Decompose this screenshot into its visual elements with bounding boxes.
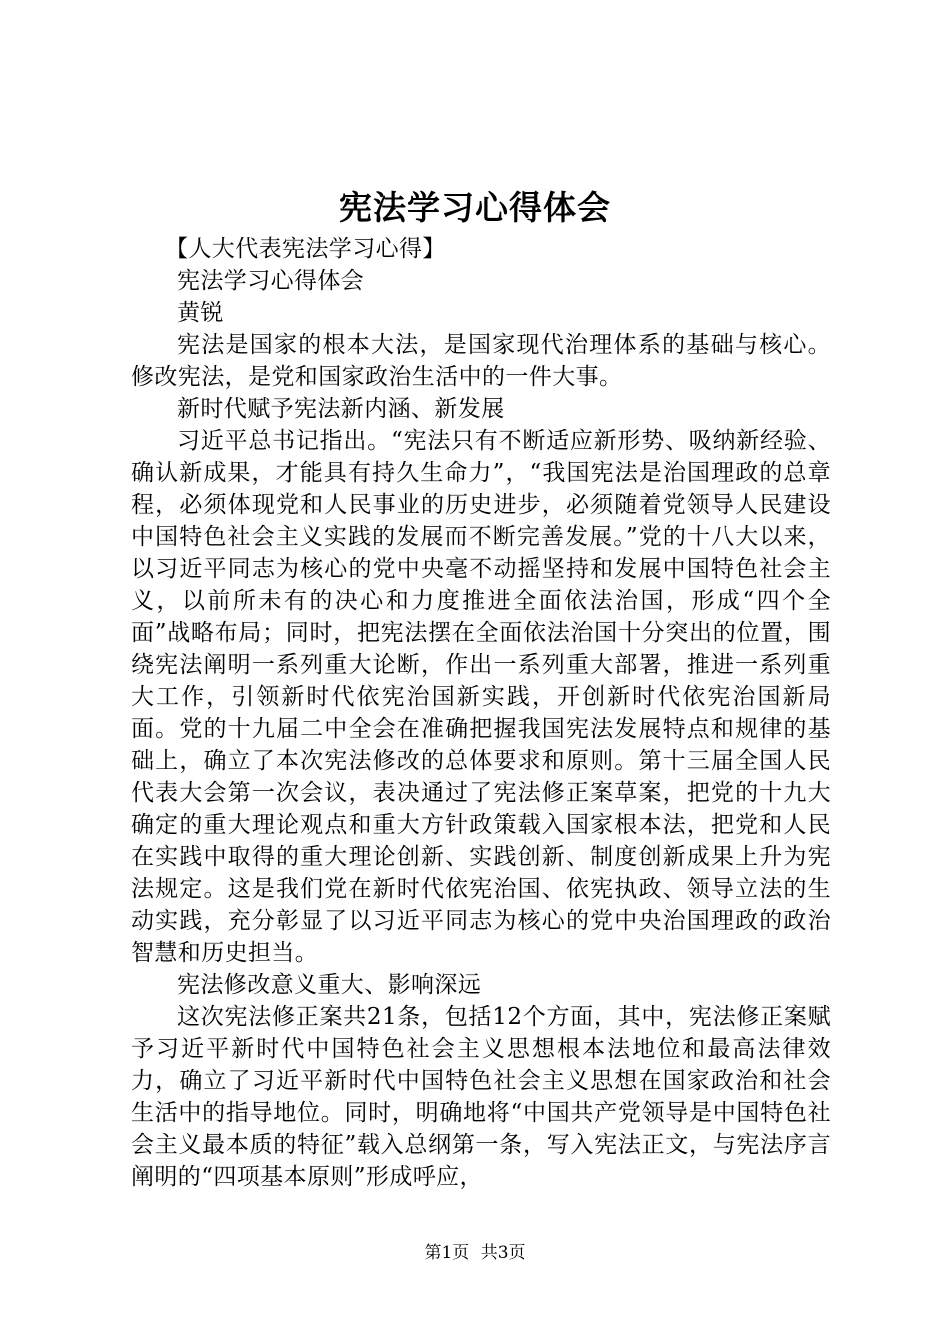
source-heading: 【人大代表宪法学习心得】 xyxy=(165,236,446,262)
page-total: 共3页 xyxy=(480,1243,526,1263)
author-name: 黄锐 xyxy=(177,300,224,326)
document-title: 宪法学习心得体会 xyxy=(339,188,611,227)
page-footer xyxy=(0,1241,950,1265)
body-paragraph: 习近平总书记指出。“宪法只有不断适应新形势、吸纳新经验、确认新成果，才能具有持久生命力”，“我国宪法是治国理政的总章程，必须体现党和人民事业的历史进步，必须随着党领导人民建设中国特色社会主义实践的发展而不断完善发展。”党的十八大以来，以习近平同志为核心的党中央毫不动摇坚持和发展中国特色社会主义，以前所未有的决心和力度推进全面依法治国，形成“四个全面”战略布局；同时，把宪法摆在全面依法治国十分突出的位置，围绕宪法阐明一系列重大论断，作出一系列重大部署，推进一系列重大工作，引领新时代依宪治国新实践，开创新时代依宪治国新局面。党的十九届二中全会在准确把握我国宪法发展特点和规律的基础上，确立了本次宪法修改的总体要求和原则。第十三届全国人民代表大会第一次会议，表决通过了宪法修正案草案，把党的十九大确定的重大理论观点和重大方针政策载入国家根本法，把党和人民在实践中取得的重大理论创新、实践创新、制度创新成果上升为宪法规定。这是我们党在新时代依宪治国、依宪执政、领导立法的生动实践，充分彰显了以习近平同志为核心的党中央治国理政的政治智慧和历史担当。 xyxy=(131,428,831,966)
document-body xyxy=(131,233,831,1193)
body-paragraph: 宪法是国家的根本大法，是国家现代治理体系的基础与核心。修改宪法，是党和国家政治生活中的一件大事。 xyxy=(131,332,831,390)
section-heading: 新时代赋予宪法新内涵、新发展 xyxy=(177,396,505,422)
subtitle: 宪法学习心得体会 xyxy=(177,268,365,294)
body-paragraph: 这次宪法修正案共21条，包括12个方面，其中，宪法修正案赋予习近平新时代中国特色社会主义思想根本法地位和最高法律效力，确立了习近平新时代中国特色社会主义思想在国家政治和社会生活中的指导地位。同时，明确地将“中国共产党领导是中国特色社会主义最本质的特征”载入总纲第一条，写入宪法正文，与宪法序言阐明的“四项基本原则”形成呼应， xyxy=(131,1004,831,1190)
page-number: 第1页 xyxy=(424,1243,470,1263)
section-heading: 宪法修改意义重大、影响深远 xyxy=(177,972,482,998)
